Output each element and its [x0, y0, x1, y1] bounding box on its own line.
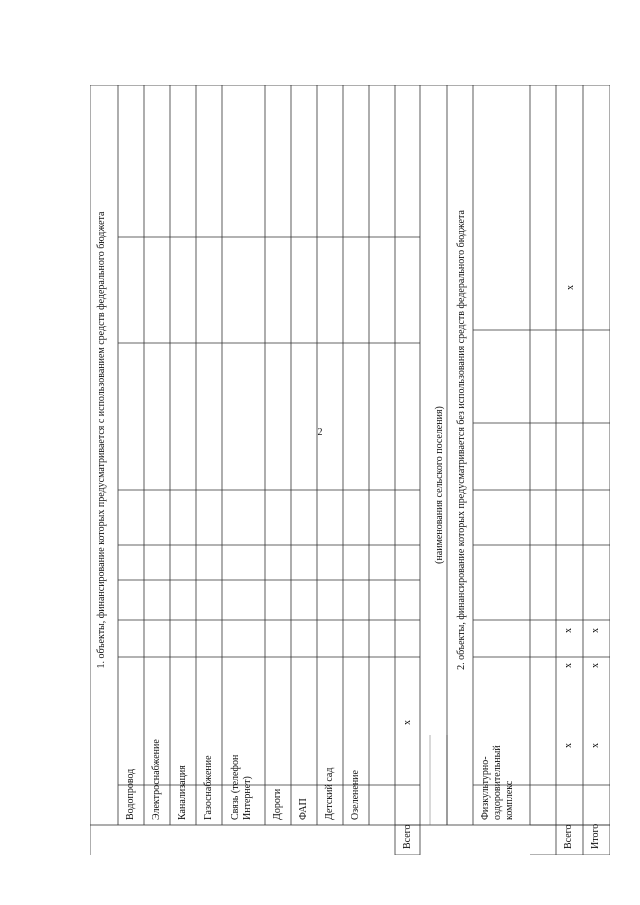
total-mark-col2: x: [563, 663, 574, 668]
grand-total-mark-col1: x: [590, 743, 601, 748]
row-label-sewage: Канализация: [177, 765, 188, 820]
row-label-sports-complex: Физкультурно-оздоровительный комплекс: [480, 745, 515, 820]
row-label-water: Водопровод: [125, 768, 136, 820]
table-grid: [90, 85, 610, 855]
section1-heading: 1. объекты, финансирование которых предусматривается с использованием средств федерального бюджета: [96, 211, 107, 669]
settlement-caption: (наименования сельского поселения): [434, 406, 445, 564]
row-label-gas: Газоснабжение: [203, 755, 214, 820]
total-mark-col3: x: [563, 628, 574, 633]
grand-total-mark-col3: x: [590, 628, 601, 633]
grand-total-label: Итого: [590, 823, 601, 849]
total-mark-col1: x: [563, 743, 574, 748]
report-table: [90, 85, 610, 855]
section2-mark-1: x: [565, 285, 576, 290]
section2-total-label: Всего: [563, 824, 574, 849]
row-label-fap: ФАП: [298, 798, 309, 820]
row-label-kindergarten: Детский сад: [324, 767, 335, 820]
row-label-roads: Дороги: [272, 788, 283, 820]
grand-total-mark-col2: x: [590, 663, 601, 668]
section1-total-label: Всего: [402, 824, 413, 849]
page-number: 2: [317, 427, 323, 438]
row-label-communication: Связь (телефон Интернет): [230, 754, 253, 820]
section2-heading: 2. объекты, финансирование которых предусматривается без использования средств федерального бюджета: [456, 210, 467, 670]
row-label-electricity: Электроснабжение: [151, 739, 162, 820]
row-label-landscaping: Озеленение: [350, 770, 361, 820]
section1-total-mark: x: [402, 720, 413, 725]
